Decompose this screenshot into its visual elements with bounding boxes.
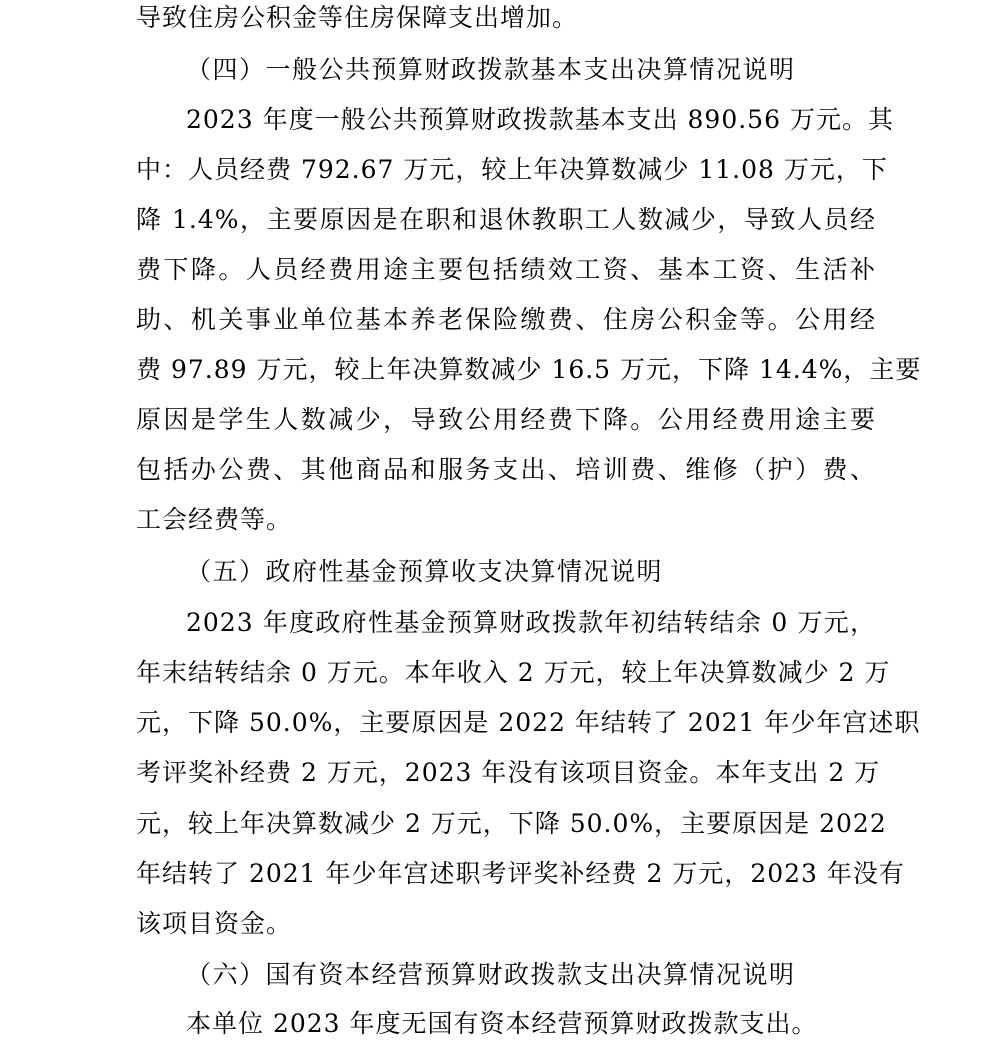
- section-heading-6: （六）国有资本经营预算财政拨款支出决算情况说明: [186, 960, 796, 989]
- paragraph-line: 元，较上年决算数减少 2 万元，下降 50.0%，主要原因是 2022: [136, 809, 887, 838]
- paragraph-line: 该项目资金。: [136, 909, 293, 938]
- paragraph-line: 包括办公费、其他商品和服务支出、培训费、维修（护）费、: [136, 455, 876, 484]
- paragraph-line: 费下降。人员经费用途主要包括绩效工资、基本工资、生活补: [136, 255, 876, 284]
- paragraph-line: 元，下降 50.0%，主要原因是 2022 年结转了 2021 年少年宫述职: [136, 708, 921, 737]
- section-heading-5: （五）政府性基金预算收支决算情况说明: [186, 557, 664, 586]
- paragraph-line: 中：人员经费 792.67 万元，较上年决算数减少 11.08 万元，下: [136, 155, 888, 184]
- paragraph-line: 原因是学生人数减少，导致公用经费下降。公用经费用途主要: [136, 405, 876, 434]
- paragraph-line: 降 1.4%，主要原因是在职和退休教职工人数减少，导致人员经: [136, 205, 876, 234]
- section-heading-4: （四）一般公共预算财政拨款基本支出决算情况说明: [186, 55, 796, 84]
- paragraph-line: 导致住房公积金等住房保障支出增加。: [136, 3, 579, 32]
- paragraph-line: 2023 年度一般公共预算财政拨款基本支出 890.56 万元。其: [186, 105, 894, 134]
- paragraph-line: 年结转了 2021 年少年宫述职考评奖补经费 2 万元，2023 年没有: [136, 859, 905, 888]
- paragraph-line: 助、机关事业单位基本养老保险缴费、住房公积金等。公用经: [136, 305, 876, 334]
- paragraph-line: 工会经费等。: [136, 505, 293, 534]
- paragraph-line: 考评奖补经费 2 万元，2023 年没有该项目资金。本年支出 2 万: [136, 758, 881, 787]
- paragraph-line: 2023 年度政府性基金预算财政拨款年初结转结余 0 万元，: [186, 608, 876, 637]
- paragraph-line: 费 97.89 万元，较上年决算数减少 16.5 万元，下降 14.4%，主要: [136, 355, 922, 384]
- paragraph-line: 本单位 2023 年度无国有资本经营预算财政拨款支出。: [186, 1009, 818, 1038]
- paragraph-line: 年末结转结余 0 万元。本年收入 2 万元，较上年决算数减少 2 万: [136, 658, 891, 687]
